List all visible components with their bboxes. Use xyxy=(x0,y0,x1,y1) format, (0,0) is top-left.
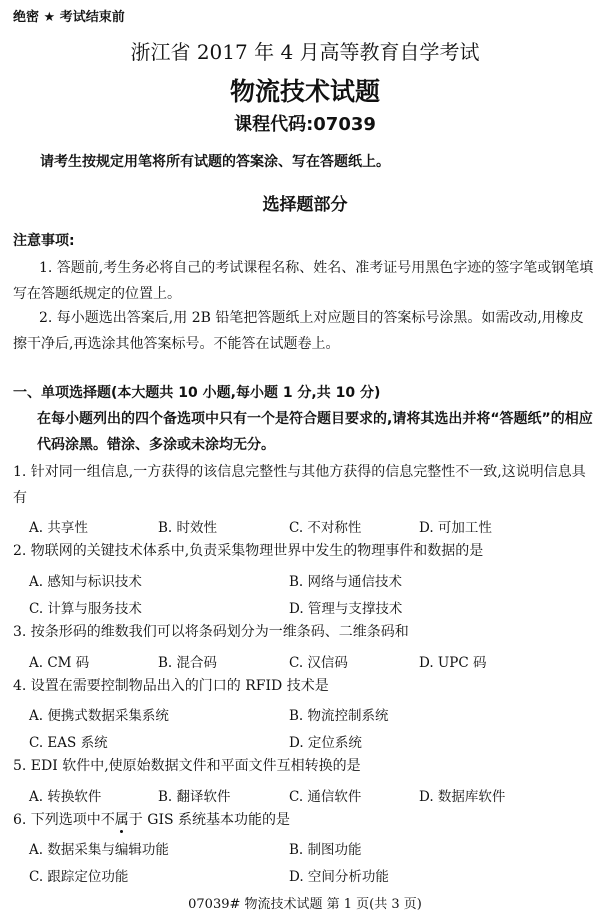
option: D. 空间分析功能 xyxy=(289,869,389,885)
option: C. 汉信码 xyxy=(289,655,348,671)
option: B. 翻译软件 xyxy=(158,789,231,805)
option: C. 通信软件 xyxy=(289,789,362,805)
part1-description: 在每小题列出的四个备选项中只有一个是符合题目要求的,请将其选出并将“答题纸”的相应代码涂黑。错涂、多涂或未涂均无分。 xyxy=(37,411,593,453)
question-stem: 3. 按条形码的维数我们可以将条码划分为一维条码、二维条码和 xyxy=(13,624,409,640)
question-stem-prefix: 6. 下列选项中 xyxy=(13,812,101,828)
option: D. 可加工性 xyxy=(419,520,492,536)
option: D. 管理与支撑技术 xyxy=(289,601,403,617)
option: D. 数据库软件 xyxy=(419,789,506,805)
option: B. 制图功能 xyxy=(289,842,362,858)
course-code: 课程代码:07039 xyxy=(234,114,376,135)
question-stem: 5. EDI 软件中,使原始数据文件和平面文件互相转换的是 xyxy=(13,758,361,774)
notice-title: 注意事项: xyxy=(13,233,75,249)
notice-item: 2. 每小题选出答案后,用 2B 铅笔把答题纸上对应题目的答案标号涂黑。如需改动,用橡皮擦干净后,再选涂其他答案标号。不能答在试题卷上。 xyxy=(13,310,584,352)
option: B. 物流控制系统 xyxy=(289,708,389,724)
question-stem: 1. 针对同一组信息,一方获得的该信息完整性与其他方获得的信息完整性不一致,这说明信息具有 xyxy=(13,464,586,506)
subject-title: 物流技术试题 xyxy=(229,77,380,106)
option: C. 不对称性 xyxy=(289,520,362,536)
option: D. 定位系统 xyxy=(289,735,362,751)
notice-item: 1. 答题前,考生务必将自己的考试课程名称、姓名、准考证号用黑色字迹的签字笔或钢笔填写在答题纸规定的位置上。 xyxy=(13,260,594,302)
option: A. 共享性 xyxy=(29,520,88,536)
option: C. EAS 系统 xyxy=(29,735,108,751)
question-stem: 2. 物联网的关键技术体系中,负责采集物理世界中发生的物理事件和数据的是 xyxy=(13,543,484,559)
confidential-label: 绝密 ★ 考试结束前 xyxy=(13,10,125,25)
question-stem xyxy=(13,807,598,833)
page-footer: 07039# 物流技术试题 第 1 页(共 3 页) xyxy=(188,897,422,912)
option: A. 便携式数据采集系统 xyxy=(29,708,169,724)
question-stem: 4. 设置在需要控制物品出入的门口的 RFID 技术是 xyxy=(13,678,329,694)
option: B. 时效性 xyxy=(158,520,218,536)
option: A. 数据采集与编辑功能 xyxy=(29,842,169,858)
emphasized-text: 不属于 xyxy=(100,812,143,828)
option: A. CM 码 xyxy=(29,655,90,671)
exam-title: 浙江省 2017 年 4 月高等教育自学考试 xyxy=(130,40,480,64)
part1-title: 一、单项选择题(本大题共 10 小题,每小题 1 分,共 10 分) xyxy=(13,385,381,401)
answer-instruction: 请考生按规定用笔将所有试题的答案涂、写在答题纸上。 xyxy=(40,154,390,170)
question-stem-suffix: GIS 系统基本功能的是 xyxy=(142,812,291,828)
section-title: 选择题部分 xyxy=(262,195,348,215)
option: A. 转换软件 xyxy=(29,789,102,805)
option: A. 感知与标识技术 xyxy=(29,574,142,590)
option: B. 混合码 xyxy=(158,655,218,671)
option: C. 计算与服务技术 xyxy=(29,601,142,617)
option: B. 网络与通信技术 xyxy=(289,574,403,590)
option: D. UPC 码 xyxy=(419,655,487,671)
option: C. 跟踪定位功能 xyxy=(29,869,129,885)
